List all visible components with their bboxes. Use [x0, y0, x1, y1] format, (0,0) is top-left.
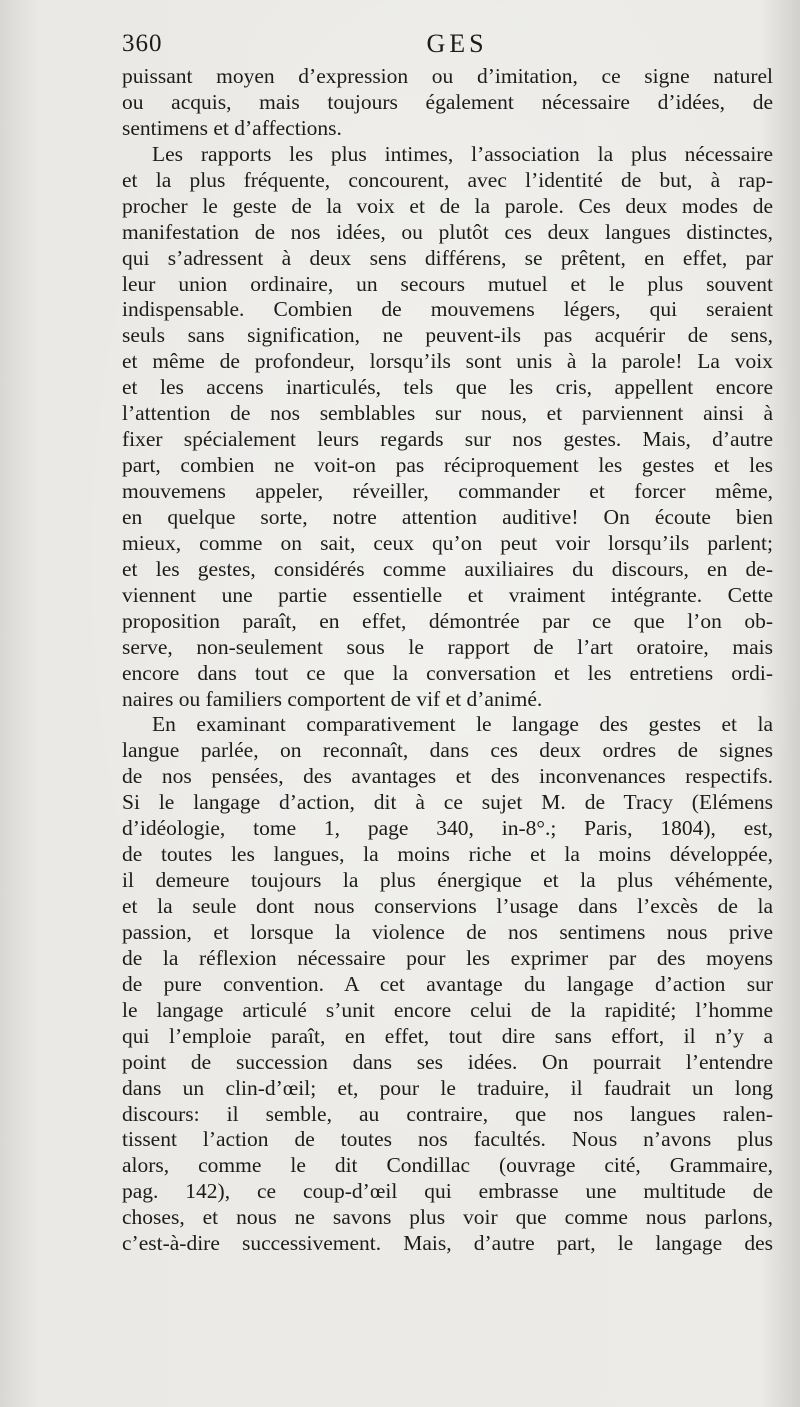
text-line: mouvemens appeler, réveiller, commander et forcer même, — [122, 479, 773, 503]
text-line: l’attention de nos semblables sur nous, et parviennent ainsi à — [122, 401, 773, 426]
text-line: de pure convention. A cet avantage du langage d’action sur — [122, 971, 773, 996]
page-header — [122, 28, 772, 62]
text-line: mieux, comme on sait, ceux qu’on peut voir lorsqu’ils parlent; — [122, 530, 773, 555]
text-line: indispensable. Combien de mouvemens légers, qui seraient — [122, 297, 773, 322]
text-line: il demeure toujours la plus énergique et la plus véhémente, — [122, 868, 773, 893]
text-line: En examinant comparativement le langage des gestes et la — [152, 712, 773, 737]
text-line: passion, et lorsque la violence de nos sentimens nous prive — [122, 919, 773, 944]
text-line: et même de profondeur, lorsqu’ils sont unis à la parole! La voix — [122, 349, 773, 374]
text-line: proposition paraît, en effet, démontrée par ce que l’on ob- — [122, 608, 773, 633]
text-line: puissant moyen d’expression ou d’imitation, ce signe naturel — [122, 64, 773, 88]
text-line: sentimens et d’affections. — [122, 115, 342, 140]
text-line: procher le geste de la voix et de la parole. Ces deux modes de — [122, 193, 773, 218]
text-line: d’idéologie, tome 1, page 340, in-8°.; Paris, 1804), est, — [122, 816, 773, 841]
text-line: dans un clin-d’œil; et, pour le traduire, il faudrait un long — [122, 1075, 773, 1100]
text-line: ou acquis, mais toujours également nécessaire d’idées, de — [122, 89, 773, 114]
text-line: qui l’emploie paraît, en effet, tout dire sans effort, il n’y a — [122, 1023, 773, 1048]
text-line: et la seule dont nous conservions l’usage dans l’excès de la — [122, 894, 773, 918]
text-line: de nos pensées, des avantages et des inconvenances respectifs. — [122, 764, 773, 789]
text-line: manifestation de nos idées, ou plutôt ces deux langues distinctes, — [122, 219, 773, 244]
text-line: leur union ordinaire, un secours mutuel et le plus souvent — [122, 271, 773, 296]
body-text — [122, 64, 773, 1257]
page-number: 360 — [122, 30, 163, 57]
text-line: c’est-à-dire successivement. Mais, d’autre part, le langage des — [122, 1231, 773, 1256]
text-line: discours: il semble, au contraire, que nos langues ralen- — [122, 1101, 773, 1126]
text-line: Les rapports les plus intimes, l’association la plus nécessaire — [152, 141, 773, 166]
text-line: et la plus fréquente, concourent, avec l’identité de but, à rap- — [122, 167, 773, 192]
text-line: qui s’adressent à deux sens différens, se prêtent, en effet, par — [122, 245, 773, 270]
text-line: choses, et nous ne savons plus voir que comme nous parlons, — [122, 1205, 773, 1230]
text-line: et les accens inarticulés, tels que les cris, appellent encore — [122, 375, 773, 400]
text-line: alors, comme le dit Condillac (ouvrage cité, Grammaire, — [122, 1153, 773, 1178]
text-line: viennent une partie essentielle et vraiment intégrante. Cette — [122, 582, 773, 607]
text-line: part, combien ne voit-on pas réciproquement les gestes et les — [122, 453, 773, 478]
running-head: GES — [426, 29, 488, 58]
text-line: de toutes les langues, la moins riche et la moins développée, — [122, 842, 773, 867]
text-line: seuls sans signification, ne peuvent-ils pas acquérir de sens, — [122, 323, 773, 348]
text-line: Si le langage d’action, dit à ce sujet M. de Tracy (Elémens — [122, 790, 773, 815]
text-line: point de succession dans ses idées. On pourrait l’entendre — [122, 1049, 773, 1074]
text-line: naires ou familiers comportent de vif et d’animé. — [122, 686, 543, 711]
text-line: le langage articulé s’unit encore celui de la rapidité; l’homme — [122, 997, 773, 1022]
text-line: serve, non-seulement sous le rapport de l’art oratoire, mais — [122, 634, 773, 659]
text-line: langue parlée, on reconnaît, dans ces deux ordres de signes — [122, 738, 773, 763]
text-line: et les gestes, considérés comme auxiliaires du discours, en de- — [122, 556, 773, 581]
text-line: pag. 142), ce coup-d’œil qui embrasse une multitude de — [122, 1179, 773, 1204]
text-line: tissent l’action de toutes nos facultés. Nous n’avons plus — [122, 1127, 773, 1152]
text-line: de la réflexion nécessaire pour les exprimer par des moyens — [122, 945, 773, 970]
text-line: fixer spécialement leurs regards sur nos gestes. Mais, d’autre — [122, 427, 773, 452]
text-line: en quelque sorte, notre attention auditive! On écoute bien — [122, 504, 773, 529]
text-line: encore dans tout ce que la conversation et les entretiens ordi- — [122, 660, 773, 685]
